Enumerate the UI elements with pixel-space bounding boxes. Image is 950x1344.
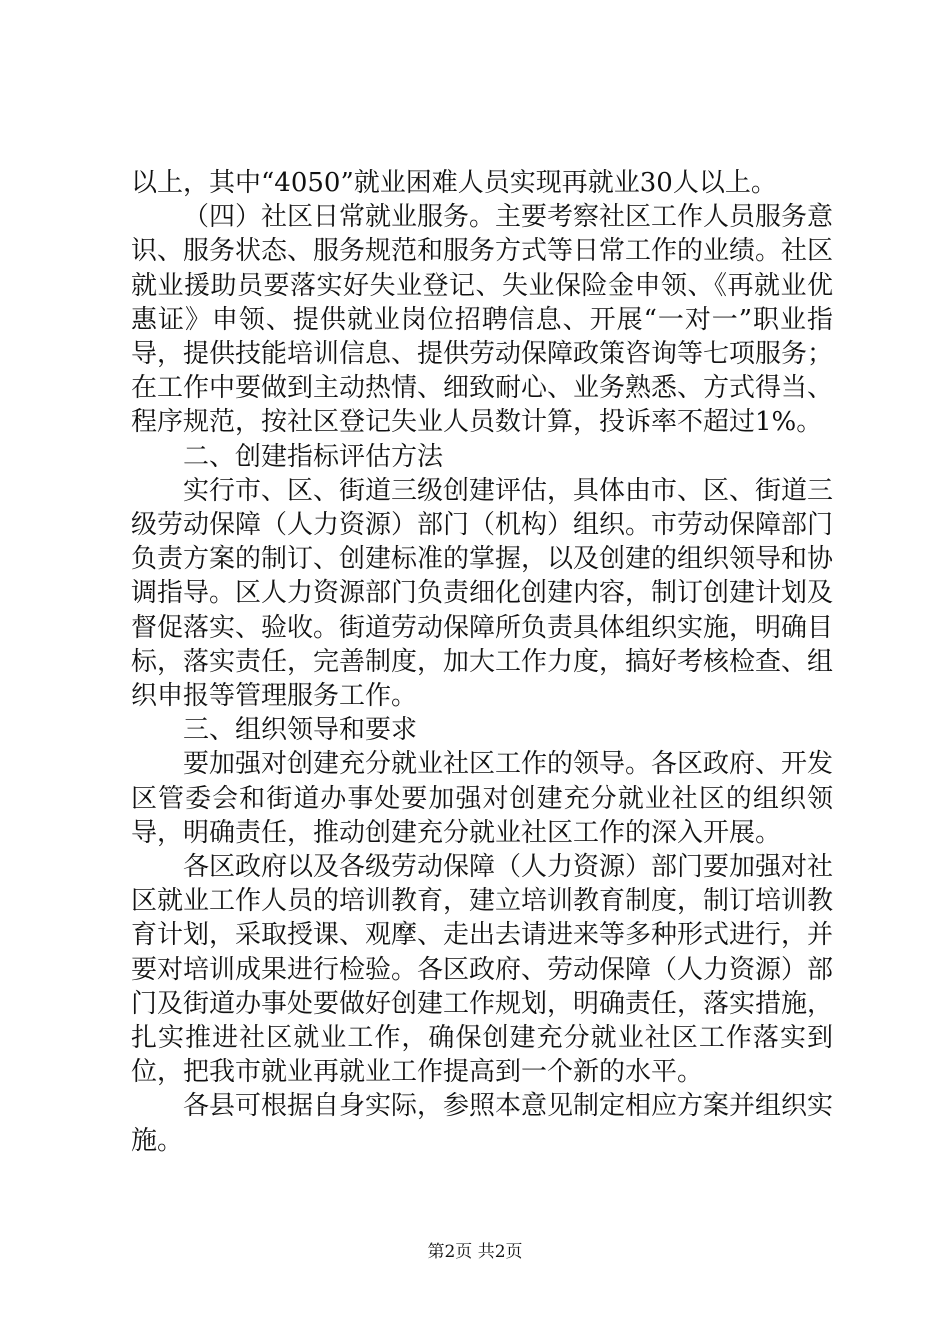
page-footer: 第2页 共2页 xyxy=(427,1242,523,1262)
paragraph-evaluation-method: 实行市、区、街道三级创建评估，具体由市、区、街道三级劳动保障（人力资源）部门（机构）组织。市劳动保障部门负责方案的制订、创建标准的掌握，以及创建的组织领导和协调指导。区人力资源部门负责细化创建内容，制订创建计划及督促落实、验收。街道劳动保障所负责具体组织实施，明确目标，落实责任，完善制度，加大工作力度，搞好考核检查、组织申报等管理服务工作。 xyxy=(131,475,834,712)
paragraph-leadership: 要加强对创建充分就业社区工作的领导。各区政府、开发区管委会和街道办事处要加强对创建充分就业社区的组织领导，明确责任，推动创建充分就业社区工作的深入开展。 xyxy=(131,749,834,848)
paragraph-community-service: （四）社区日常就业服务。主要考察社区工作人员服务意识、服务状态、服务规范和服务方式等日常工作的业绩。社区就业援助员要落实好失业登记、失业保险金申领、《再就业优惠证》申领、提供就业岗位招聘信息、开展“一对一”职业指导，提供技能培训信息、提供劳动保障政策咨询等七项服务；在工作中要做到主动热情、细致耐心、业务熟悉、方式得当、程序规范，按社区登记失业人员数计算，投诉率不超过1%。 xyxy=(131,202,834,438)
paragraph-training: 各区政府以及各级劳动保障（人力资源）部门要加强对社区就业工作人员的培训教育，建立培训教育制度，制订培训教育计划，采取授课、观摩、走出去请进来等多种形式进行，并要对培训成果进行检验。各区政府、劳动保障（人力资源）部门及街道办事处要做好创建工作规划，明确责任，落实措施，扎实推进社区就业工作，确保创建充分就业社区工作落实到位，把我市就业再就业工作提高到一个新的水平。 xyxy=(131,852,834,1088)
document-body xyxy=(131,166,833,1158)
paragraph-counties: 各县可根据自身实际，参照本意见制定相应方案并组织实施。 xyxy=(131,1091,834,1156)
paragraph-continuation: 以上，其中“4050”就业困难人员实现再就业30人以上。 xyxy=(131,168,777,198)
section-heading-leadership: 三、组织领导和要求 xyxy=(183,715,418,746)
section-heading-evaluation-method: 二、创建指标评估方法 xyxy=(183,441,444,472)
